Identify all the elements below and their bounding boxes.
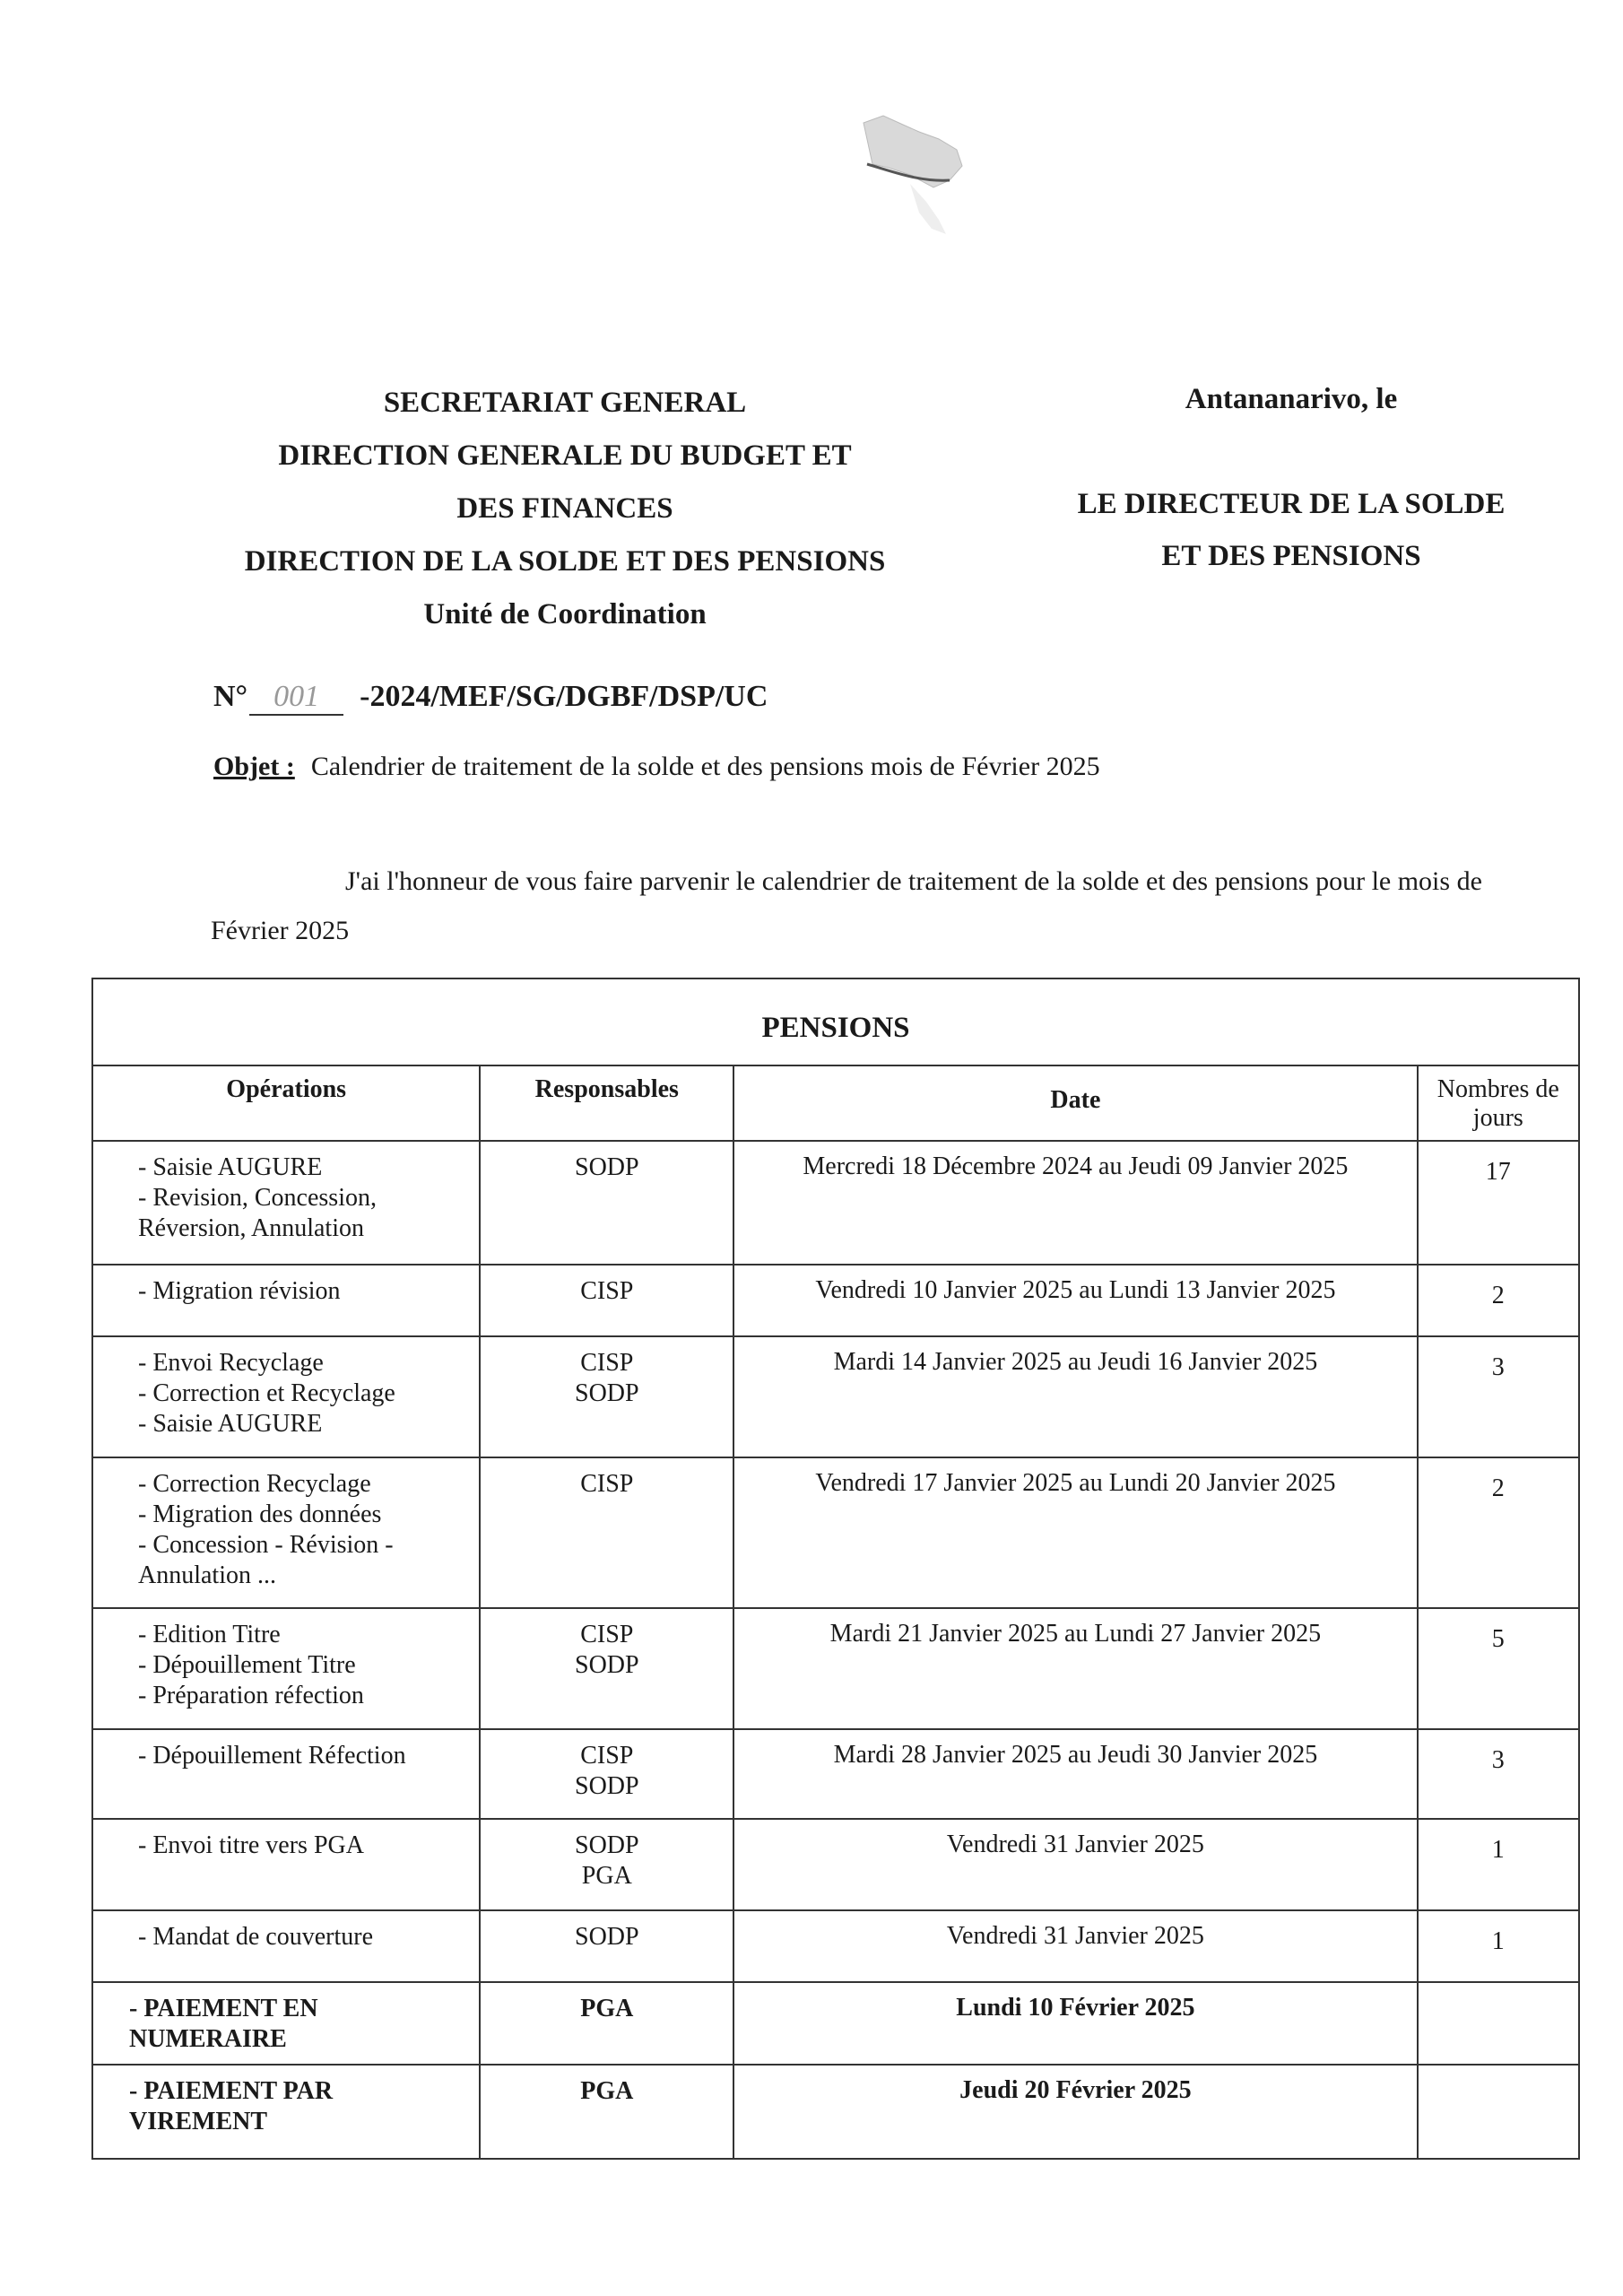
responsable-item: SODP — [575, 1831, 639, 1859]
responsables-cell — [480, 1982, 733, 2065]
intro-paragraph: J'ai l'honneur de vous faire parvenir le calendrier de traitement de la solde et des pensions pour le mois de Février 2025 — [211, 866, 1482, 945]
days-cell: 5 — [1418, 1608, 1579, 1729]
operations-cell — [92, 1608, 480, 1729]
authority-line: Unité de Coordination — [423, 598, 707, 631]
days-cell — [1418, 2065, 1579, 2159]
operation-item: - Concession - Révision - Annulation ... — [138, 1531, 394, 1589]
table-row — [92, 1457, 1579, 1608]
days-cell: 1 — [1418, 1910, 1579, 1982]
reference-prefix: N° — [213, 680, 248, 713]
days-cell — [1418, 1982, 1579, 2065]
date-cell: Jeudi 20 Février 2025 — [733, 2065, 1417, 2159]
date-cell: Mercredi 18 Décembre 2024 au Jeudi 09 Janvier 2025 — [733, 1141, 1417, 1265]
city-date-line: Antananarivo, le — [1185, 383, 1398, 415]
responsable-item: CISP — [580, 1349, 634, 1377]
reference-suffix: -2024/MEF/SG/DGBF/DSP/UC — [360, 680, 768, 713]
responsable-item: CISP — [580, 1621, 634, 1648]
responsables-cell — [480, 2065, 733, 2159]
subject-text: Calendrier de traitement de la solde et des pensions mois de Février 2025 — [310, 752, 1100, 781]
responsable-item: SODP — [575, 1379, 639, 1407]
recipient-title — [1040, 478, 1542, 582]
authority-line: DES FINANCES — [456, 492, 673, 525]
responsable-item: SODP — [575, 1153, 639, 1181]
responsable-item: CISP — [580, 1470, 634, 1498]
table-row — [92, 1265, 1579, 1336]
table-row — [92, 1819, 1579, 1910]
responsables-cell — [480, 1819, 733, 1910]
operation-item: - PAIEMENT EN NUMERAIRE — [129, 1995, 318, 2053]
table-row — [92, 1910, 1579, 1982]
responsables-cell — [480, 1141, 733, 1265]
table-body — [92, 1141, 1579, 2159]
authority-line: DIRECTION GENERALE DU BUDGET ET — [278, 439, 852, 472]
date-cell: Mardi 14 Janvier 2025 au Jeudi 16 Janvier 2025 — [733, 1336, 1417, 1457]
responsables-cell — [480, 1608, 733, 1729]
operation-item: - Migration des données — [138, 1500, 382, 1528]
operation-item: - Saisie AUGURE — [138, 1410, 323, 1438]
table-row — [92, 1729, 1579, 1819]
operation-item: - PAIEMENT PAR VIREMENT — [129, 2077, 334, 2135]
subject-label: Objet : — [213, 752, 295, 781]
column-header-date: Date — [733, 1065, 1417, 1141]
operation-item: - Correction Recyclage — [138, 1470, 371, 1498]
table-row — [92, 1336, 1579, 1457]
column-header-responsables: Responsables — [480, 1065, 733, 1141]
operations-cell — [92, 1265, 480, 1336]
responsable-item: SODP — [575, 1651, 639, 1679]
operation-item: - Correction et Recyclage — [138, 1379, 395, 1407]
reference-number — [213, 680, 768, 716]
operations-cell — [92, 1910, 480, 1982]
column-header-days: Nombres de jours — [1418, 1065, 1579, 1141]
operations-cell — [92, 1819, 480, 1910]
days-cell: 3 — [1418, 1729, 1579, 1819]
emblem-stamp — [856, 112, 973, 238]
responsable-item: PGA — [581, 1862, 632, 1890]
responsable-item: PGA — [580, 1995, 634, 2022]
date-cell: Vendredi 17 Janvier 2025 au Lundi 20 Janvier 2025 — [733, 1457, 1417, 1608]
operation-item: - Mandat de couverture — [138, 1923, 373, 1951]
responsables-cell — [480, 1729, 733, 1819]
recipient-line: ET DES PENSIONS — [1161, 540, 1421, 572]
responsable-item: PGA — [580, 2077, 634, 2105]
date-cell: Vendredi 10 Janvier 2025 au Lundi 13 Janvier 2025 — [733, 1265, 1417, 1336]
subject-line — [213, 752, 1100, 782]
operations-cell — [92, 1457, 480, 1608]
recipient-line: LE DIRECTEUR DE LA SOLDE — [1077, 488, 1506, 520]
operation-item: - Dépouillement Réfection — [138, 1742, 406, 1770]
days-cell: 3 — [1418, 1336, 1579, 1457]
operation-item: - Edition Titre — [138, 1621, 281, 1648]
date-cell: Vendredi 31 Janvier 2025 — [733, 1910, 1417, 1982]
date-cell: Mardi 28 Janvier 2025 au Jeudi 30 Janvier 2025 — [733, 1729, 1417, 1819]
authority-line: DIRECTION DE LA SOLDE ET DES PENSIONS — [244, 545, 886, 578]
operations-cell — [92, 1982, 480, 2065]
reference-handwritten-number: 001 — [249, 680, 343, 716]
days-cell: 2 — [1418, 1457, 1579, 1608]
table-title: PENSIONS — [92, 978, 1579, 1065]
responsables-cell — [480, 1265, 733, 1336]
responsables-cell — [480, 1336, 733, 1457]
operations-cell — [92, 1336, 480, 1457]
responsable-item: CISP — [580, 1277, 634, 1305]
responsables-cell — [480, 1910, 733, 1982]
operations-cell — [92, 1729, 480, 1819]
date-cell: Lundi 10 Février 2025 — [733, 1982, 1417, 2065]
operation-item: - Envoi titre vers PGA — [138, 1831, 364, 1859]
operation-item: - Envoi Recyclage — [138, 1349, 324, 1377]
column-header-operations: Opérations — [92, 1065, 480, 1141]
days-cell: 2 — [1418, 1265, 1579, 1336]
issuing-authority-block — [179, 377, 950, 641]
days-cell: 1 — [1418, 1819, 1579, 1910]
responsable-item: SODP — [575, 1923, 639, 1951]
operation-item: - Préparation réfection — [138, 1682, 364, 1709]
date-cell: Vendredi 31 Janvier 2025 — [733, 1819, 1417, 1910]
operation-item: - Revision, Concession, Réversion, Annulation — [138, 1184, 377, 1242]
operation-item: - Migration révision — [138, 1277, 341, 1305]
pensions-calendar-table — [91, 978, 1580, 2160]
operation-item: - Dépouillement Titre — [138, 1651, 356, 1679]
table-row — [92, 1141, 1579, 1265]
operations-cell — [92, 2065, 480, 2159]
authority-line: SECRETARIAT GENERAL — [383, 387, 747, 419]
table-row — [92, 1982, 1579, 2065]
responsable-item: CISP — [580, 1742, 634, 1770]
days-cell: 17 — [1418, 1141, 1579, 1265]
operation-item: - Saisie AUGURE — [138, 1153, 323, 1181]
responsables-cell — [480, 1457, 733, 1608]
operations-cell — [92, 1141, 480, 1265]
responsable-item: SODP — [575, 1772, 639, 1800]
recipient-block — [1040, 381, 1542, 582]
table-row — [92, 1608, 1579, 1729]
date-cell: Mardi 21 Janvier 2025 au Lundi 27 Janvier 2025 — [733, 1608, 1417, 1729]
table-row — [92, 2065, 1579, 2159]
